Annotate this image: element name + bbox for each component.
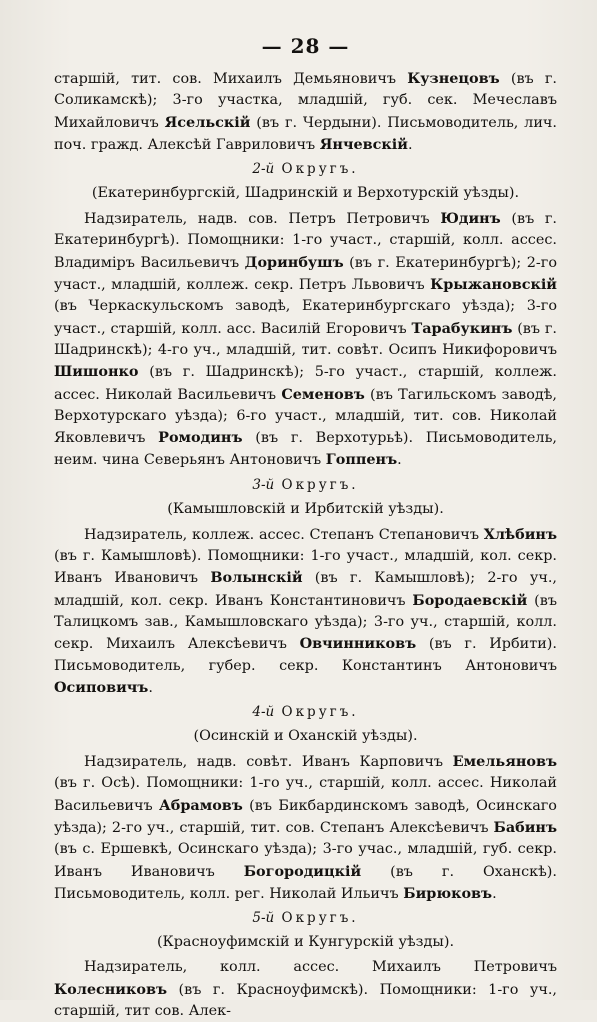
person-surname: Колесниковъ bbox=[54, 980, 167, 998]
text-segment: Надзиратель, колл. ассес. Михаилъ Петровичъ bbox=[84, 959, 557, 976]
text-segment: . bbox=[397, 452, 402, 469]
person-surname: Юдинъ bbox=[440, 210, 501, 228]
text-segment: (въ г. Осѣ). Помощники: 1-го уч., старшій, колл. ассес. Николай Васильевичъ bbox=[54, 775, 557, 814]
paragraph-okrug-5 bbox=[54, 957, 557, 1022]
okrug-word: Округъ. bbox=[281, 476, 359, 493]
person-surname: Бабинъ bbox=[493, 819, 557, 837]
text-segment: . bbox=[492, 885, 497, 902]
paragraph-okrug-2 bbox=[54, 208, 557, 472]
text-segment: (въ г. Екатеринбургѣ); 2-го участ., младшій, коллеж. секр. Петръ Львовичъ bbox=[54, 254, 557, 294]
text-segment: . bbox=[407, 136, 413, 153]
text-segment: (въ г. Камышловѣ); 2-го уч., младшій, кол. секр. Иванъ Константиновичъ bbox=[54, 570, 557, 609]
person-surname: Янчевскій bbox=[319, 135, 408, 153]
text-segment: (въ с. Ершевкѣ, Осинскаго уѣзда); 3-го учас., младшій, губ. секр. Иванъ Ивановичъ bbox=[54, 841, 557, 880]
text-segment: (въ г. Верхотурьѣ). Письмоводитель, неим. чина Северьянъ Антоновичъ bbox=[54, 430, 557, 469]
okrug-number: 4-й bbox=[252, 704, 275, 721]
text-segment: (въ г. Камышловѣ). Помощники: 1-го участ., младшій, кол. секр. Иванъ Ивановичъ bbox=[54, 548, 557, 587]
paragraph-continuation bbox=[54, 68, 557, 156]
okrug-word: Округъ. bbox=[281, 161, 359, 178]
okrug-districts-4: (Осинскій и Оханскій уѣзды). bbox=[193, 728, 418, 745]
person-surname: Богородицкій bbox=[243, 862, 362, 880]
text-segment: (въ Черкаскульскомъ заводѣ, Екатеринбургскаго уѣзда); 3-го участ., старшій, колл. асс. Василій Егоровичъ bbox=[54, 298, 557, 337]
person-surname: Емельяновъ bbox=[452, 753, 557, 771]
paragraph-okrug-4 bbox=[54, 751, 557, 905]
okrug-heading-4 bbox=[54, 701, 557, 723]
paragraph-okrug-3 bbox=[54, 524, 557, 699]
text-segment: Надзиратель, коллеж. ассес. Степанъ Степановичъ bbox=[84, 526, 484, 543]
person-surname: Бирюковъ bbox=[403, 884, 493, 902]
text-segment: (въ г. Оханскѣ). Письмоводитель, колл. рег. Николай Ильичъ bbox=[54, 863, 557, 902]
person-surname: Волынскій bbox=[210, 569, 303, 587]
okrug-districts-2: (Екатеринбургскій, Шадринскій и Верхотурскій уѣзды). bbox=[91, 185, 520, 202]
okrug-districts-3: (Камышловскій и Ирбитскій уѣзды). bbox=[167, 500, 444, 517]
person-surname: Семеновъ bbox=[281, 385, 365, 403]
person-surname: Кузнецовъ bbox=[407, 70, 500, 87]
person-surname: Доринбушъ bbox=[244, 253, 344, 271]
text-segment: . bbox=[148, 679, 153, 696]
person-surname: Осиповичъ bbox=[54, 678, 149, 696]
okrug-number: 3-й bbox=[252, 476, 275, 493]
text-segment: (въ Тагильскомъ заводѣ, Верхотурскаго уѣзда); 6-го участ., младшій, тит. сов. Николай Яковлевичъ bbox=[54, 386, 557, 447]
person-surname: Гоппенъ bbox=[325, 451, 398, 469]
text-segment: Надзиратель, надв. совѣт. Иванъ Карповичъ bbox=[84, 754, 453, 771]
text-segment: (въ г. Ирбити). Письмоводитель, губер. секр. Константинъ Антоновичъ bbox=[54, 636, 557, 674]
okrug-word: Округъ. bbox=[281, 704, 359, 721]
person-surname: Ясельскій bbox=[164, 113, 251, 131]
person-surname: Тарабукинъ bbox=[411, 319, 513, 337]
text-segment: старшій, тит. сов. Михаилъ Демьяновичъ bbox=[54, 71, 408, 87]
okrug-word: Округъ. bbox=[281, 910, 359, 927]
okrug-number: 2-й bbox=[252, 161, 275, 178]
text-segment: Надзиратель, надв. сов. Петръ Петровичъ bbox=[84, 211, 441, 228]
text-segment: (въ Бикбардинскомъ заводѣ, Осинскаго уѣзда); 2-го уч., старшій, тит. сов. Степанъ Алексѣевичъ bbox=[54, 797, 557, 837]
text-segment: (въ г. Шадринскѣ); 5-го участ., старшій, коллеж. ассес. Николай Васильевичъ bbox=[54, 364, 557, 403]
person-surname: Ромодинъ bbox=[158, 429, 243, 447]
okrug-districts-5: (Красноуфимскій и Кунгурскій уѣзды). bbox=[156, 934, 455, 951]
person-surname: Абрамовъ bbox=[159, 796, 243, 814]
text-segment: (въ г. Екатеринбургѣ). Помощники: 1-го участ., старшій, колл. ассес. Владиміръ Васильевичъ bbox=[54, 211, 557, 271]
text-segment: (въ г. Чердыни). Письмоводитель, лич. поч. гражд. Алексѣй Гавриловичъ bbox=[54, 114, 558, 153]
person-surname: Бородаевскій bbox=[412, 591, 528, 609]
text-segment: (въ г. Красноуфимскѣ). Помощники: 1-го уч., старшій, тит сов. Алек- bbox=[54, 981, 557, 1019]
text-segment: (въ г. Шадринскѣ); 4-го уч., младшій, тит. совѣт. Осипъ Никифоровичъ bbox=[54, 320, 558, 358]
person-surname: Хлѣбинъ bbox=[483, 525, 557, 543]
person-surname: Шишонко bbox=[54, 363, 139, 381]
text-segment: (въ г. Соликамскѣ); 3-го участка, младшій, губ. сек. Мечеславъ Михайловичъ bbox=[54, 71, 558, 131]
okrug-heading-5 bbox=[54, 907, 557, 929]
person-surname: Овчинниковъ bbox=[299, 635, 417, 653]
page-number: — 28 — bbox=[261, 34, 350, 58]
person-surname: Крыжановскій bbox=[430, 276, 557, 294]
okrug-number: 5-й bbox=[252, 910, 275, 927]
okrug-heading-3 bbox=[54, 474, 557, 496]
text-segment: (въ Талицкомъ зав., Камышловскаго уѣзда); 3-го уч., старшій, колл. секр. Михаилъ Алексѣевичъ bbox=[54, 592, 558, 653]
okrug-heading-2 bbox=[54, 158, 557, 180]
